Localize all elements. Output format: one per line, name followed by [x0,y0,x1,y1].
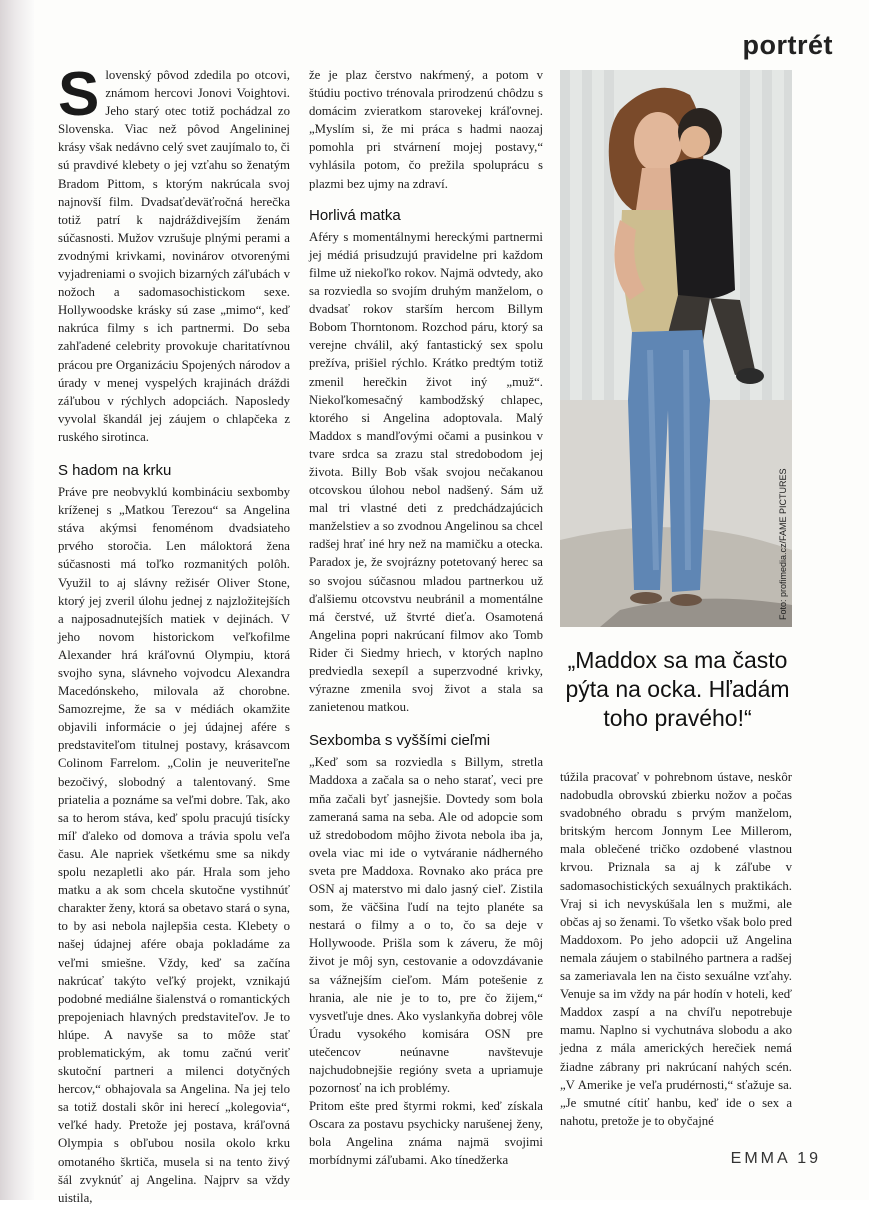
body-paragraph: Práve pre neobvyklú kombináciu sexbomby kríženej s „Matkou Terezou“ sa Angelina stáva akýmsi fenoménom dvadsiateho prvého storočia. Len máloktorá žena súčasnosti má toľko rozmanitých polôh. Využil to aj slávny režisér Oliver Stone, ktorý jej zveril úlohu jednej z najzložitejších a najposadnutejších matiek v dejinách. V jeho novom historickom veľkofilme Alexander hrá kráľovnú Olympiu, ktorá svojho syna, slávneho vojvodcu Alexandra Macedónskeho, milovala až chorobne. Samozrejme, že sa v médiách okamžite objavili informácie o jej údajnej afére s predstaviteľom titulnej postavy, krásavcom Colinom Farrelom. „Colin je neuveriteľne bezočivý, slobodný a talentovaný. Sme priatelia a poznáme sa veľmi dobre. Tak, ako sa to herom stáva, keď spolu pracujú tisícky míľ ďaleko od domova a trávia spolu veľa času. Ale napriek všetkému sme sa nikdy spolu nezapletli ako pár. Hrala som jeho matku a ak som chcela skutočne vystihnúť charakter ženy, ktorá sa obetavo stará o syna, to by asi nebola najlepšia cesta. Klebety o našej údajnej afére obaja pokladáme za veľmi smiešne. Vždy, keď sa začína nakrúcať takýto veľký projekt, vznikajú podobné mediálne šialenstvá o romantických prepojeniach hlavných predstaviteľov. Je to hlúpe. A navyše sa to môže stať problematickým, ak tomu začnú veriť skutoční partneri a milenci dotyčných hercov,“ obhajovala sa Angelina. Na jej telo sa totiž dostali skôr ini herecí „kolegovia“, veľké hady. Pretože jej postava, kráľovná Olympia s obľubou nosila okolo krku omotaného škrtiča, musela si na tento živý šál zvyknúť aj Angelina. Najprv sa vždy uistila, [58,485,290,1205]
article-column-3 [560,768,792,1130]
article-column-2 [309,66,543,1170]
pull-quote: „Maddox sa ma často pýta na ocka. Hľadám toho pravého!“ [565,647,790,731]
binding-shadow [0,0,34,1200]
body-paragraph: túžila pracovať v pohrebnom ústave, neskôr nadobudla obrovskú zbierku nožov a počas svadobného obradu s prvým manželom, britským hercom Jonnym Lee Millerom, mala oblečené tričko ozdobené vlastnou krvou. Priznala sa aj k záľube v sadomasochistických sexuálnych praktikách. Vraj si ich nevyskúšala len s mužmi, ale občas aj so ženami. To všetko však bolo pred Maddoxom. Po jeho adopcii už Angelina nemala záujem o stabilného partnera a radšej sa zameriavala len na čisto sexuálne vzťahy. Venuje sa im vždy na pár hodín v hoteli, keď Maddox zaspí a na chvíľu nepotrebuje mamu. Naplno si vychutnáva slobodu a ako jedna z mála amerických herečiek nemá žiadne zábrany pri nakrúcaní nahých scén. „V Amerike je veľa prudérnosti,“ sťažuje sa. „Je smutné cítiť hanbu, keď ide o sex a nahotu, pretože je to obyčajné [560,770,792,1128]
body-paragraph: že je plaz čerstvo nakŕmený, a potom v štúdiu poctivo trénovala prirodzenú chôdzu s domácim zvieratkom starovekej kráľovnej. „Myslím si, že mi práca s hadmi naozaj pomohla pri stvárnení mojej postavy,“ vyhlásila potom, čo prežila spoluprácu s plazmi bez ujmy na zdraví. [309,68,543,191]
page-folio: EMMA 19 [730,1150,821,1167]
drop-cap: S [58,60,100,129]
article-column-1 [58,60,290,1207]
intro-text: lovenský pôvod zdedila po otcovi, známom hercovi Jonovi Voightovi. Jeho starý otec totiž pochádzal zo Slovenska. Viac než pôvod Angelininej krásy však nedávno celý svet zaujímalo to, či sú pravdivé klebety o jej vzťahu so ženatým Bradom Pittom, s ktorým nakrúcala svoj najnovší film. Dvadsaťdeväťročná herečka totiž patrí k najdráždivejším ženám súčasnosti. Mužov vzrušuje plnými perami a zvodnými krivkami, novinárov otvorenými vyjadreniami o svojich bizarných záľubách v nožoch a sadomasochistickom sexe. Hollywoodske krásky sú zase „mimo“, keď nakrúca filmy s ich partnermi. Do seba zahľadené celebrity provokuje charitatívnou prácou pre Organizáciu Spojených národov a úrady v menej vyspelých krajinách dráždi záľubou v rýchlych adopciách. Naposledy vyvolal škandál jej záujem o chlapčeka z ruského sirotinca. [58,68,290,444]
section-label: portrét [742,30,833,60]
photo-credit: Foto: profimedia.cz/FAME PICTURES [778,468,788,620]
portrait-photo [560,70,792,627]
body-paragraph: „Keď som sa rozviedla s Billym, stretla Maddoxa a začala sa o neho starať, veci pre mňa začali byť jasnejšie. Dovtedy som bola zameraná sama na seba. Ale od adopcie som už stredobodom môjho života nebola iba ja, ovela viac mi ide o vytváranie nádherného sveta pre Maddoxa. Rovnako ako práca pre OSN aj materstvo mi dalo jasný cieľ. Zistila som, že väčšina ľudí na tejto planéte sa nestará o filmy a o to, čo sa deje v Hollywoode. Prišla som k záveru, že môj život je môj syn, cestovanie a odovzdávanie sa vážnejším cieľom. Mám potešenie z hrania, ale nie je to to, pre čo žijem,“ vysvetľuje dnes. Ako vyslankyňa dobrej vôle Úradu vysokého komisára OSN pre utečencov neúnavne navštevuje najchudobnejšie regióny sveta a upriamuje pozornosť na ich problémy. [309,755,543,1096]
intro-paragraph [58,60,290,446]
subheading-snake: S hadom na krku [58,461,172,479]
body-paragraph: Pritom ešte pred štyrmi rokmi, keď získala Oscara za postavu psychicky narušenej ženy, bola Angelina známa najmä svojimi morbídnymi záľubami. Ako tínedžerka [309,1099,543,1168]
body-paragraph: Aféry s momentálnymi hereckými partnermi jej médiá prisudzujú pravidelne pri každom filme už niekoľko rokov. Najmä odvtedy, ako sa rozviedla so svojím druhým manželom, o dvadsať rokov starším hercom Billym Bobom Thorntonom. Rozchod páru, ktorý sa verejne chválil, aký fantastický sex spolu prežíva, prišiel rýchlo. Krátko predtým totiž zmenil herečkin život iný „muž“. Niekoľkomesačný kambodžský chlapec, ktorého si Angelina adoptovala. Malý Maddox s mandľovými očami a pusinkou v tvare srdca sa zrazu stal stredobodom jej života. Billy Bob však svojou nečakanou otcovskou úlohou nebol nadšený. Sám už mal tri vlastné deti z predchádzajúcich manželstiev a so zvodnou Angelinou sa chcel radšej hrať iné hry než na mamičku a otecka. Paradox je, že svojrázny potetovaný herec sa so svojou súčasnou mladou partnerkou už ďalšiemu otcovstvu neubránil a momentálne má čerstvé, už štvrté dieťa. Osamotená Angelina popri nakrúcaní filmov ako Tomb Rider či Siedmy hriech, v ktorých naplno predviedla sexepíl a superzvodné krivky, výrazne zmenila svoj život a stala sa zanietenou matkou. [309,229,543,715]
subheading-goals: Sexbomba s vyššími cieľmi [309,732,491,750]
photo-illustration [560,70,792,627]
subheading-mother: Horlivá matka [309,206,401,224]
